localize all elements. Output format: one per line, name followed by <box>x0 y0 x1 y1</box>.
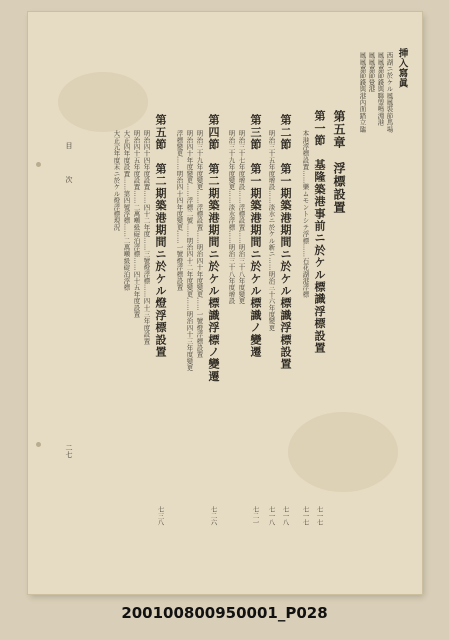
section-2-detail: 明治三十五年度增設……淡水ニ於ケル新ニ……明治三十六年度變更 <box>267 130 276 331</box>
section-1-title: 第一節 基隆築港事前ニ於ケル標識浮標設置 <box>313 110 326 354</box>
section-2-detail-page: 七一八 <box>267 506 276 526</box>
section-5-detail: 大正元年度末ニ於ケル燈浮標現況 <box>112 130 121 231</box>
section-1-detail-page: 七一七 <box>301 506 310 526</box>
table-of-contents <box>112 48 412 548</box>
section-4-detail: 明治四十年度變更……浮標二號……明治四十二年度變更……明治四十三年度變更 <box>185 130 194 372</box>
chapter-title: 第五章 浮標設置 <box>332 110 346 214</box>
section-4-title: 第四節 第二期築港期間ニ於ケル標識浮標ノ變遷 <box>207 114 220 383</box>
section-5-detail: 大正四年度設置……第四號浮標……二萬噸級碇泊浮標 <box>122 130 131 291</box>
section-5-page: 七三八 <box>156 506 165 526</box>
section-2-page: 七一八 <box>281 506 290 526</box>
section-5-title: 第五節 第二期築港期間ニ於ケル燈浮標設置 <box>154 114 167 358</box>
section-3-detail: 明治三十九年度變更……淡水浮標……明治三十八年度增設 <box>227 130 236 305</box>
binding-hole <box>36 442 41 447</box>
section-4-detail: 明治三十九年度變更……浮標設置……明治四十年度變更……一號燈浮標設置 <box>195 130 204 358</box>
section-3-page: 七二一 <box>251 506 260 526</box>
section-1-detail: 本港浮標設置……樂ムモントシテ浮標……石花湖港浮標 <box>301 130 310 298</box>
illustration-item: 鳳鳳嘉節錢與聯盟鳴淵港 <box>376 52 385 126</box>
section-4-page: 七二六 <box>209 506 218 526</box>
page-number: 二七 <box>65 444 73 458</box>
image-caption: 200100800950001_P028 <box>121 604 328 622</box>
illustration-item: 西湖ニ於ケル鳳鳳裝節馬場 <box>385 52 394 133</box>
section-5-detail: 明治四十五年度設置……二萬噸級碇泊浮標……四十五年度設置 <box>132 130 141 318</box>
section-3-title: 第三節 第一期築港期間ニ於ケル標識ノ變遷 <box>249 114 262 358</box>
section-1-page: 七一七 <box>315 506 324 526</box>
illustration-item: 鳳鳳嘉節覺港 <box>367 52 376 93</box>
section-4-detail: 浮標變更……明治四十四年度變更……一號燈浮標設置 <box>175 130 184 291</box>
contents-label: 目 次 <box>65 142 73 193</box>
binding-hole <box>36 162 41 167</box>
illustration-item: 鳳鳳嘉節錢與港內面踏立臨 <box>358 52 367 133</box>
section-5-detail: 明治四十四年度設置……四十二年度……三號燈浮標……四十三年度設置 <box>142 130 151 345</box>
illustrations-heading: 挿入寫眞 <box>396 48 408 89</box>
section-2-title: 第二節 第一期築港期間ニ於ケル標識浮標設置 <box>279 114 292 371</box>
document-page <box>28 12 422 594</box>
section-3-detail: 明治三十七年度增設……浮標設置……明治三十八年度變更 <box>237 130 246 305</box>
